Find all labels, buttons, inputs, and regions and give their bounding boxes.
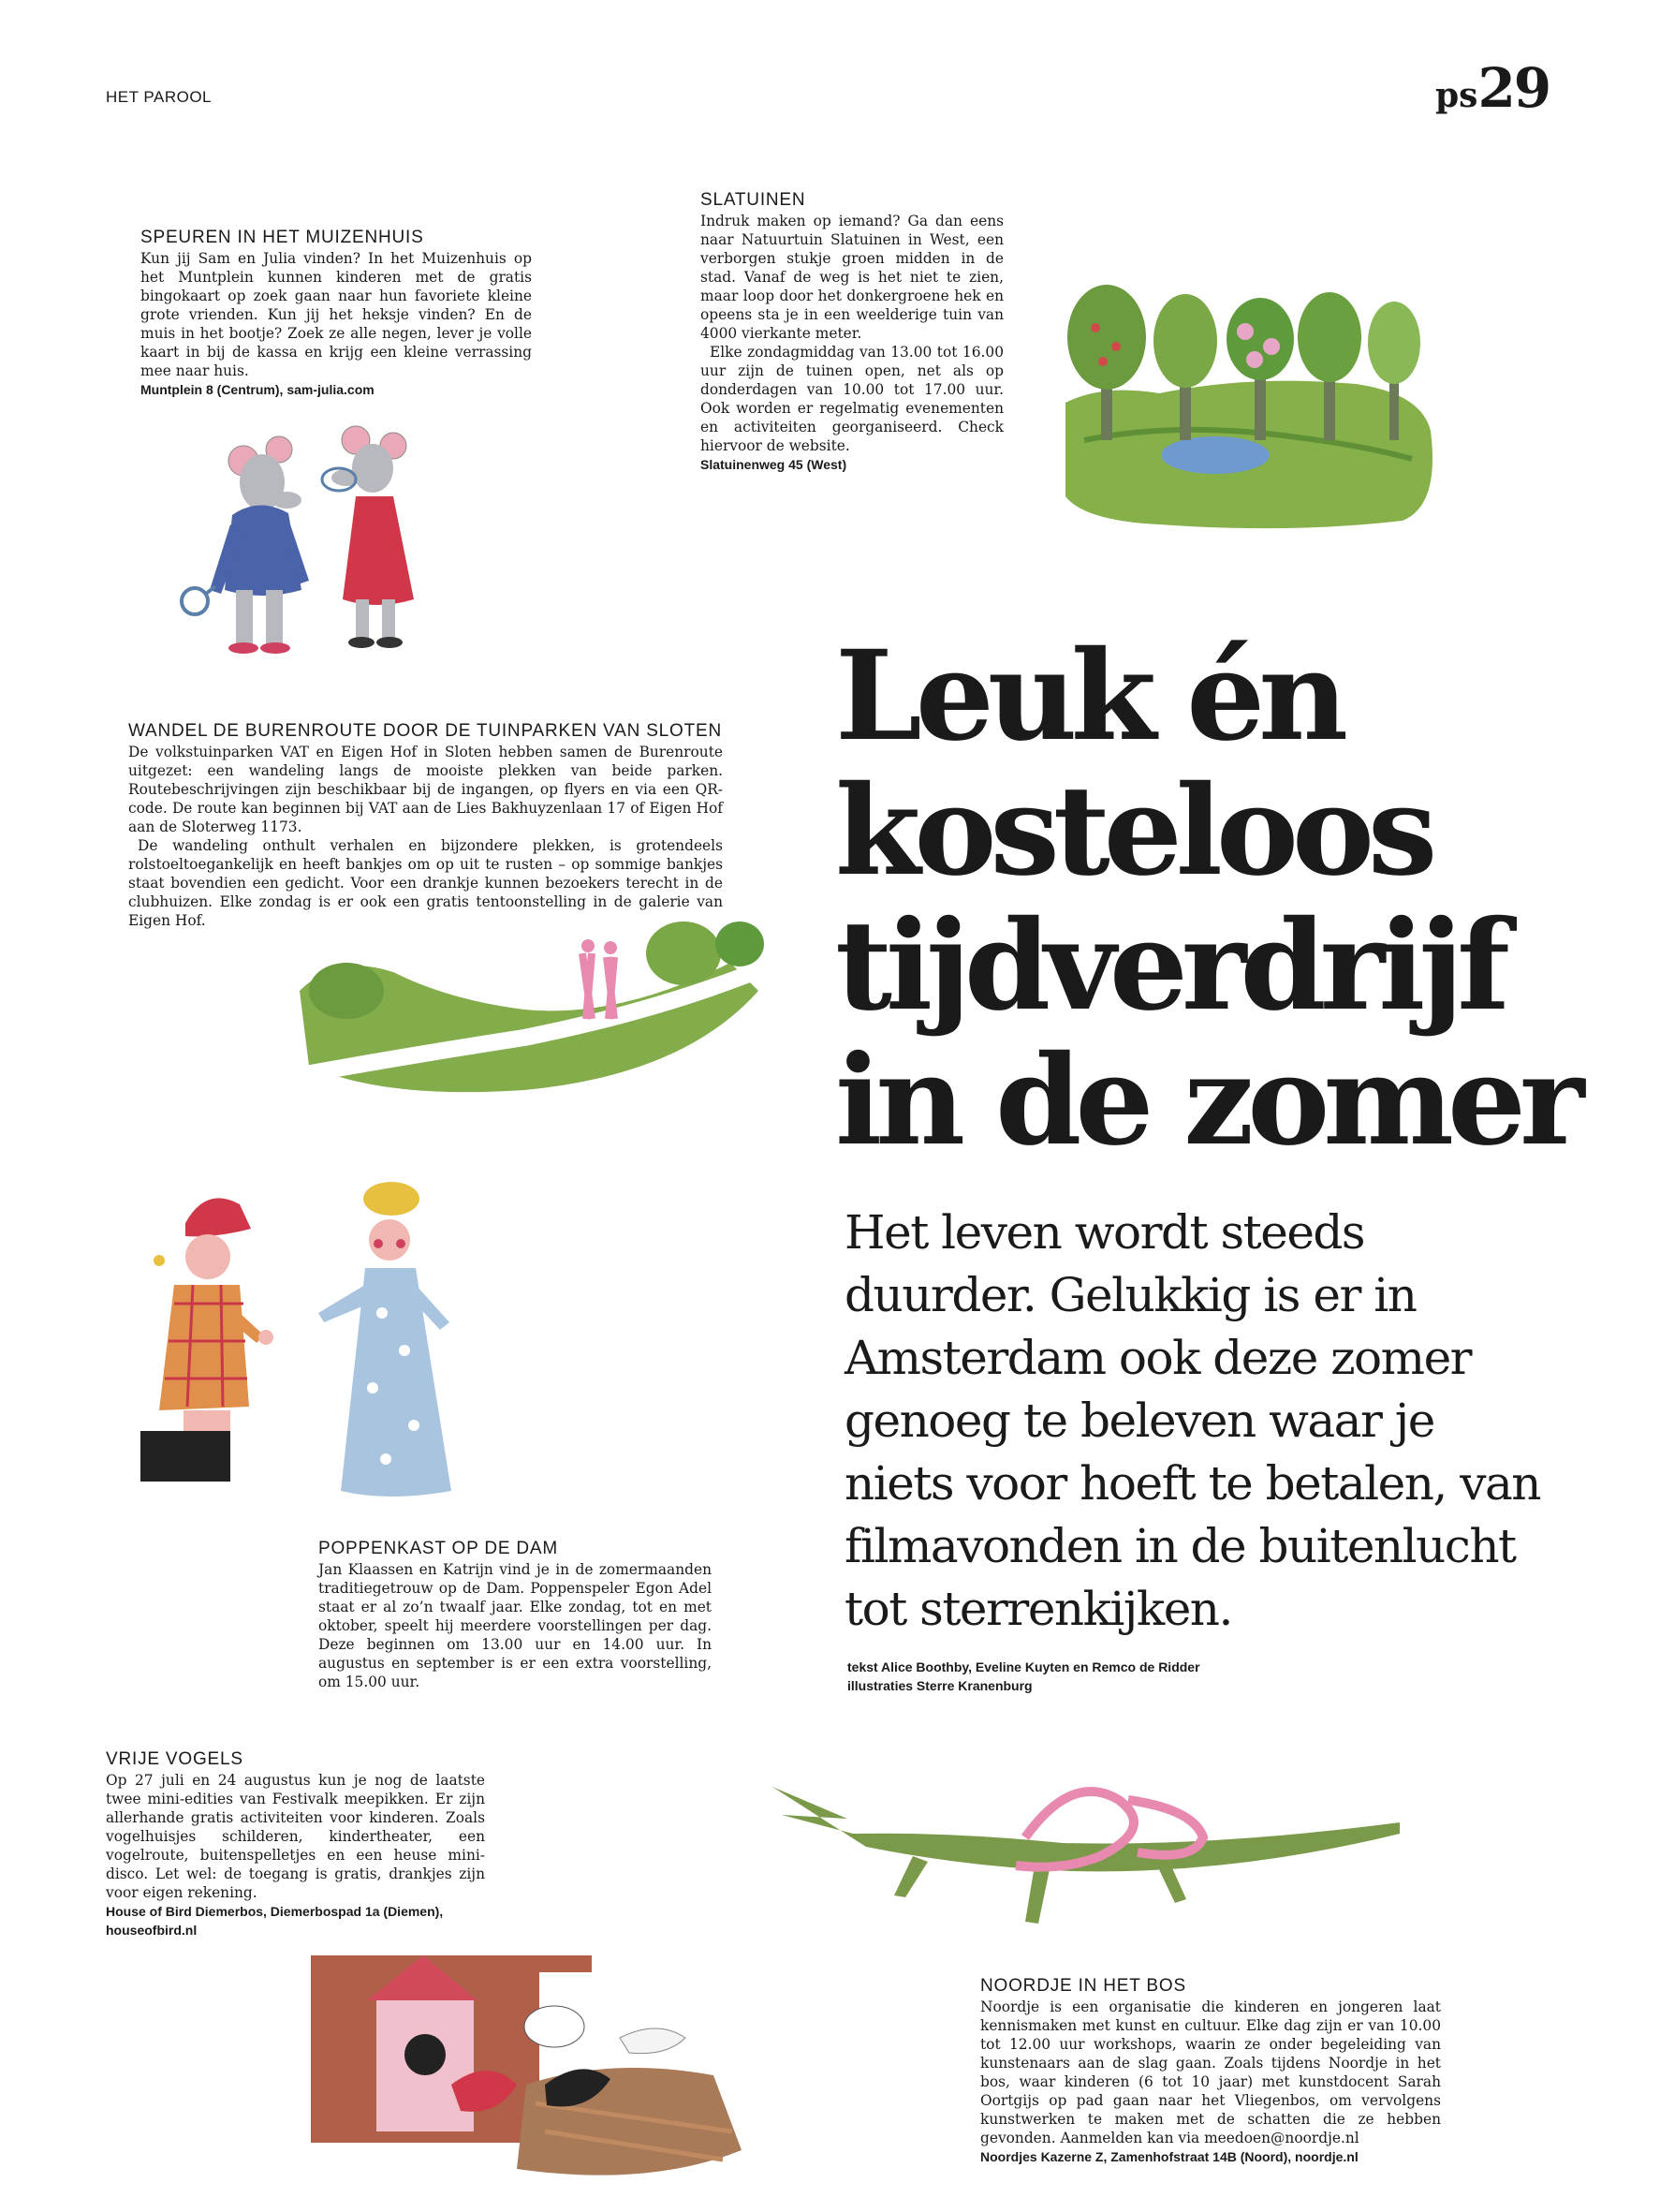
headline-line: in de zomer — [835, 1028, 1579, 1173]
article-address: Muntplein 8 (Centrum), sam-julia.com — [140, 382, 375, 397]
credits-text: tekst Alice Boothby, Eveline Kuyten en Remco de Ridder — [847, 1659, 1200, 1674]
article-heading: SLATUINEN — [700, 190, 806, 210]
article-noordje — [980, 1976, 1441, 2166]
article-address: Noordjes Kazerne Z, Zamenhofstraat 14B (Noord), noordje.nl — [980, 2149, 1359, 2164]
article-heading: SPEUREN IN HET MUIZENHUIS — [140, 228, 424, 247]
credits-illustrations: illustraties Sterre Kranenburg — [847, 1678, 1033, 1693]
page-prefix: ps — [1435, 76, 1478, 115]
article-heading: VRIJE VOGELS — [106, 1749, 243, 1769]
page-number-value: 29 — [1477, 56, 1550, 120]
article-body: Indruk maken op iemand? Ga dan eens naar Natuurtuin Slatuinen in West, een verborgen stukje groen midden in de stad. Vanaf de weg is het niet te zien, maar loop door het donkergroene hek en opeens sta je in een weelderige tuin van 4000 vierkante meter. Elke zondagmiddag van 13.00 tot 16.00 uur zijn de tuinen open, net als op donderdagen van 10.00 tot 17.00 uur. Ook worden er regelmatig evenementen en activiteiten georganiseerd. Check hiervoor de website. — [700, 213, 1004, 454]
credits — [847, 1658, 1200, 1695]
intro: Het leven wordt steeds duurder. Gelukkig is er in Amsterdam ook deze zomer genoeg te beleven waar je niets voor hoeft te betalen, van filmavonden in de buitenlucht tot sterrenkijken. — [845, 1205, 1540, 1636]
crocodile-illustration — [763, 1781, 1409, 1940]
headline-line: tijdverdrijf — [835, 893, 1504, 1039]
article-muizenhuis — [140, 228, 532, 399]
article-address: Slatuinenweg 45 (West) — [700, 457, 847, 472]
mice-illustration — [169, 403, 449, 665]
article-poppenkast — [318, 1539, 712, 1691]
walking-path-illustration — [290, 916, 777, 1103]
puppets-illustration — [140, 1182, 477, 1500]
headline — [835, 624, 1603, 1173]
article-body: Noordje is een organisatie die kinderen en jongeren laat kennismaken met kunst en cultuur. Elke dag zijn er van 10.00 tot 12.00 uur workshops, waarin ze onder begeleiding van kunstenaars aan de slag gaan. Zoals tijdens Noordje in het bos, waar kinderen (6 tot 10 jaar) met kunstdocent Sarah Oortgijs op pad gaan naar het Vliegenbos, om vervolgens kunstwerken te maken met de schatten die ze hebben gevonden. Aanmelden kan via meedoen@noordje.nl — [980, 1998, 1441, 2146]
article-heading: POPPENKAST OP DE DAM — [318, 1539, 559, 1558]
garden-illustration — [1047, 272, 1440, 534]
article-body: Jan Klaassen en Katrijn vind je in de zomermaanden traditiegetrouw op de Dam. Poppenspeler Egon Adel staat er al zo’n twaalf jaar. Elke zondag, tot en met oktober, speelt hij meerdere voorstellingen per dag. Deze beginnen om 13.00 uur en 14.00 uur. In augustus en september is er een extra voorstelling, om 15.00 uur. — [318, 1561, 712, 1690]
article-heading: WANDEL DE BURENROUTE DOOR DE TUINPARKEN VAN SLOTEN — [128, 721, 723, 741]
headline-line: kosteloos — [835, 759, 1432, 904]
article-body: De volkstuinparken VAT en Eigen Hof in Sloten hebben samen de Burenroute uitgezet: een wandeling langs de mooiste plekken van beide parken. Routebeschrijvingen zijn beschikbaar bij de ingangen, op flyers en via een QR-code. De route kan beginnen bij VAT aan de Lies Bakhuyzenlaan 17 of Eigen Hof aan de Sloterweg 1173. De wandeling onthult verhalen en bijzondere plekken, is grotendeels rolstoeltoegankelijk en heeft bankjes om op uit te rusten – op sommige bankjes staat bovendien een gedicht. Voor een drankje kunnen bezoekers terecht in de clubhuizen. Elke zondag is er ook een gratis tentoonstelling in de galerie van Eigen Hof. — [128, 744, 723, 929]
article-address: House of Bird Diemerbos, Diemerbospad 1a (Diemen), houseofbird.nl — [106, 1904, 444, 1938]
page-number — [1435, 56, 1550, 120]
article-burenroute — [128, 721, 723, 930]
article-body: Kun jij Sam en Julia vinden? In het Muizenhuis op het Muntplein kunnen kinderen met de gratis bingokaart op zoek gaan naar hun favoriete kleine grote vrienden. Kun jij het heksje vinden? En de muis in het bootje? Zoek ze alle negen, lever je volle kaart in bij de kassa en krijg een kleine verrassing mee naar huis. — [140, 250, 532, 379]
article-vrije-vogels — [106, 1749, 485, 1939]
birdhouse-illustration — [311, 1944, 742, 2191]
article-heading: NOORDJE IN HET BOS — [980, 1976, 1186, 1996]
article-slatuinen — [700, 190, 1004, 474]
headline-line: Leuk én — [835, 624, 1343, 769]
masthead: HET PAROOL — [106, 88, 213, 106]
article-body: Op 27 juli en 24 augustus kun je nog de laatste twee mini-edities van Festivalk meepikken. Er zijn allerhande gratis activiteiten voor kinderen. Zoals vogelhuisjes schilderen, kindertheater, een vogelroute, buitenspelletjes en een heuse mini-disco. Let wel: de toegang is gratis, drankjes zijn voor eigen rekening. — [106, 1772, 485, 1901]
